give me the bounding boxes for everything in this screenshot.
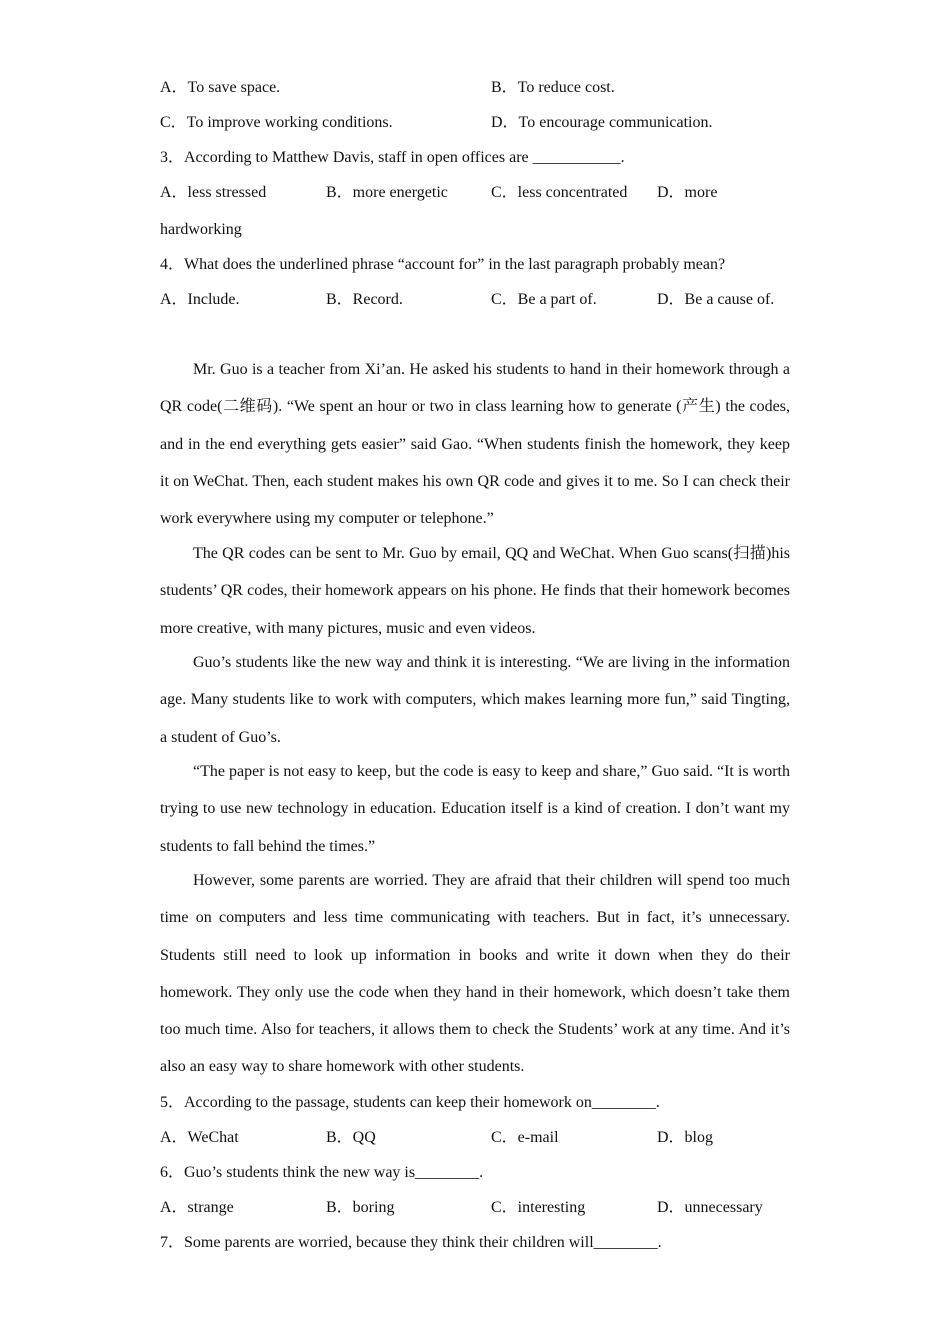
q6-option-a: A．strange <box>160 1199 234 1216</box>
q2-option-a: A．To save space. <box>160 79 281 96</box>
q3-option-b: B．more energetic <box>326 184 448 201</box>
q4-option-d: D．Be a cause of. <box>657 291 775 308</box>
q7-stem: 7．Some parents are worried, because they think their children will________. <box>160 1234 662 1251</box>
q4-option-a: A．Include. <box>160 291 240 308</box>
q4-option-b: B．Record. <box>326 291 403 308</box>
q5-option-a: A．WeChat <box>160 1129 239 1146</box>
q4-options <box>160 288 790 312</box>
q5-option-d: D．blog <box>657 1129 714 1146</box>
q3-option-d-continued: hardworking <box>160 221 242 238</box>
q5-option-b: B．QQ <box>326 1129 376 1146</box>
passage-paragraph-4: “The paper is not easy to keep, but the code is easy to keep and share,” Guo said. “It is worth trying to use new technology in education. Education itself is a kind of creation. I don’t want my students to fall behind the times.” <box>160 763 790 855</box>
q5-stem: 5．According to the passage, students can keep their homework on________. <box>160 1094 660 1111</box>
q4-option-c: C．Be a part of. <box>491 291 597 308</box>
q2-option-d: D．To encourage communication. <box>491 114 713 131</box>
q4-stem: 4．What does the underlined phrase “account for” in the last paragraph probably mean? <box>160 256 726 273</box>
q2-option-c: C．To improve working conditions. <box>160 114 393 131</box>
q6-option-d: D．unnecessary <box>657 1199 763 1216</box>
passage-paragraph-1: Mr. Guo is a teacher from Xi’an. He asked his students to hand in their homework through a QR code(二维码). “We spent an hour or two in class learning how to generate (产生) the codes, and in the end everything gets easier” said Gao. “When students finish the homework, they keep it on WeChat. Then, each student makes his own QR code and gives it to me. So I can check their work everywhere using my computer or telephone.” <box>160 361 790 527</box>
passage-paragraph-2: The QR codes can be sent to Mr. Guo by email, QQ and WeChat. When Guo scans(扫描)his students’ QR codes, their homework appears on his phone. He finds that their homework becomes more creative, with many pictures, music and even videos. <box>160 545 790 637</box>
q5-options <box>160 1126 790 1150</box>
q6-option-c: C．interesting <box>491 1199 586 1216</box>
passage-paragraph-3: Guo’s students like the new way and think it is interesting. “We are living in the information age. Many students like to work with computers, which makes learning more fun,” said Tingting, a student of Guo’s. <box>160 654 790 746</box>
q3-option-d: D．more <box>657 184 718 201</box>
q3-option-c: C．less concentrated <box>491 184 628 201</box>
q3-stem: 3．According to Matthew Davis, staff in open offices are ___________. <box>160 149 625 166</box>
q3-option-a: A．less stressed <box>160 184 267 201</box>
q3-options <box>160 181 790 205</box>
q6-stem: 6．Guo’s students think the new way is________. <box>160 1164 484 1181</box>
q2-options-row-1 <box>160 76 790 100</box>
q6-options <box>160 1196 790 1220</box>
q6-option-b: B．boring <box>326 1199 395 1216</box>
passage-paragraph-5: However, some parents are worried. They are afraid that their children will spend too much time on computers and less time communicating with teachers. But in fact, it’s unnecessary. Students still need to look up information in books and write it down when they do their homework. They only use the code when they hand in their homework, which doesn’t take them too much time. Also for teachers, it allows them to check the Students’ work at any time. And it’s also an easy way to share homework with other students. <box>160 872 790 1076</box>
q5-option-c: C．e-mail <box>491 1129 559 1146</box>
q2-option-b: B．To reduce cost. <box>491 79 615 96</box>
q2-options-row-2 <box>160 111 790 135</box>
